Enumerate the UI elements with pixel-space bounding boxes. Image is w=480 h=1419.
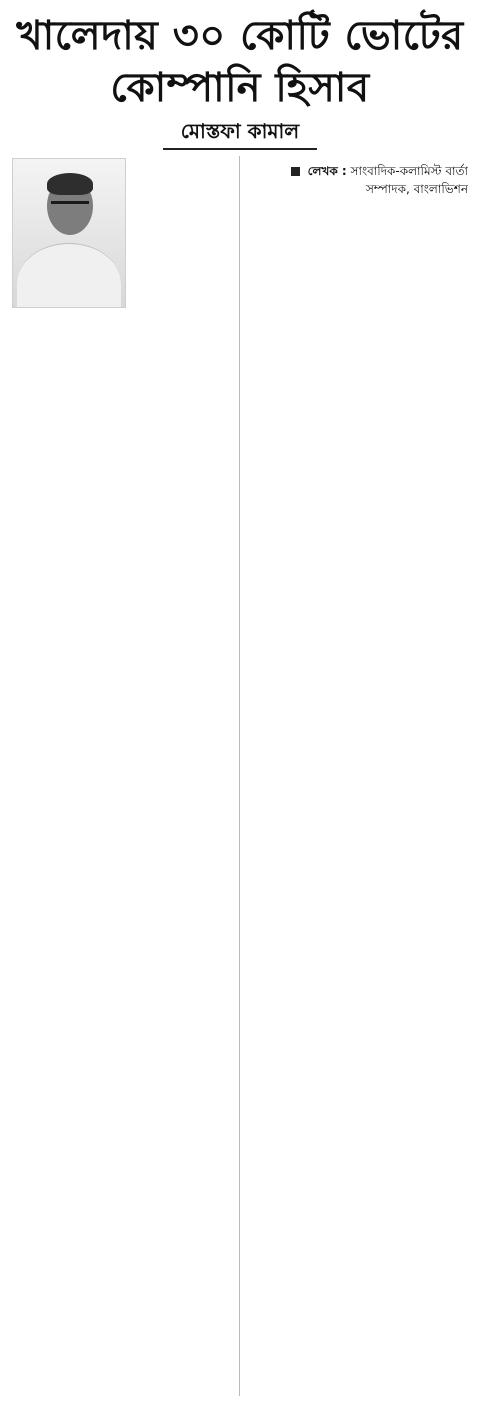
headline-line-2: কোম্পানি হিসাব (110, 65, 370, 111)
byline-container (12, 118, 468, 150)
article-body (12, 156, 468, 1396)
column-right (246, 156, 468, 1396)
writer-description: সাংবাদিক-কলামিস্ট বার্তা সম্পাদক, বাংলাভিশন (350, 164, 468, 196)
column-divider (239, 156, 240, 1396)
author-photo (12, 158, 126, 308)
byline: মোস্তফা কামাল (163, 118, 317, 150)
headline-line-1: খালেদায় ৩০ কোটি ভোটের (16, 13, 464, 59)
square-bullet-icon (291, 167, 300, 176)
column-left (12, 156, 234, 1396)
headline (12, 10, 468, 114)
writer-credit (246, 162, 468, 198)
writer-label: লেখক : (307, 164, 347, 178)
